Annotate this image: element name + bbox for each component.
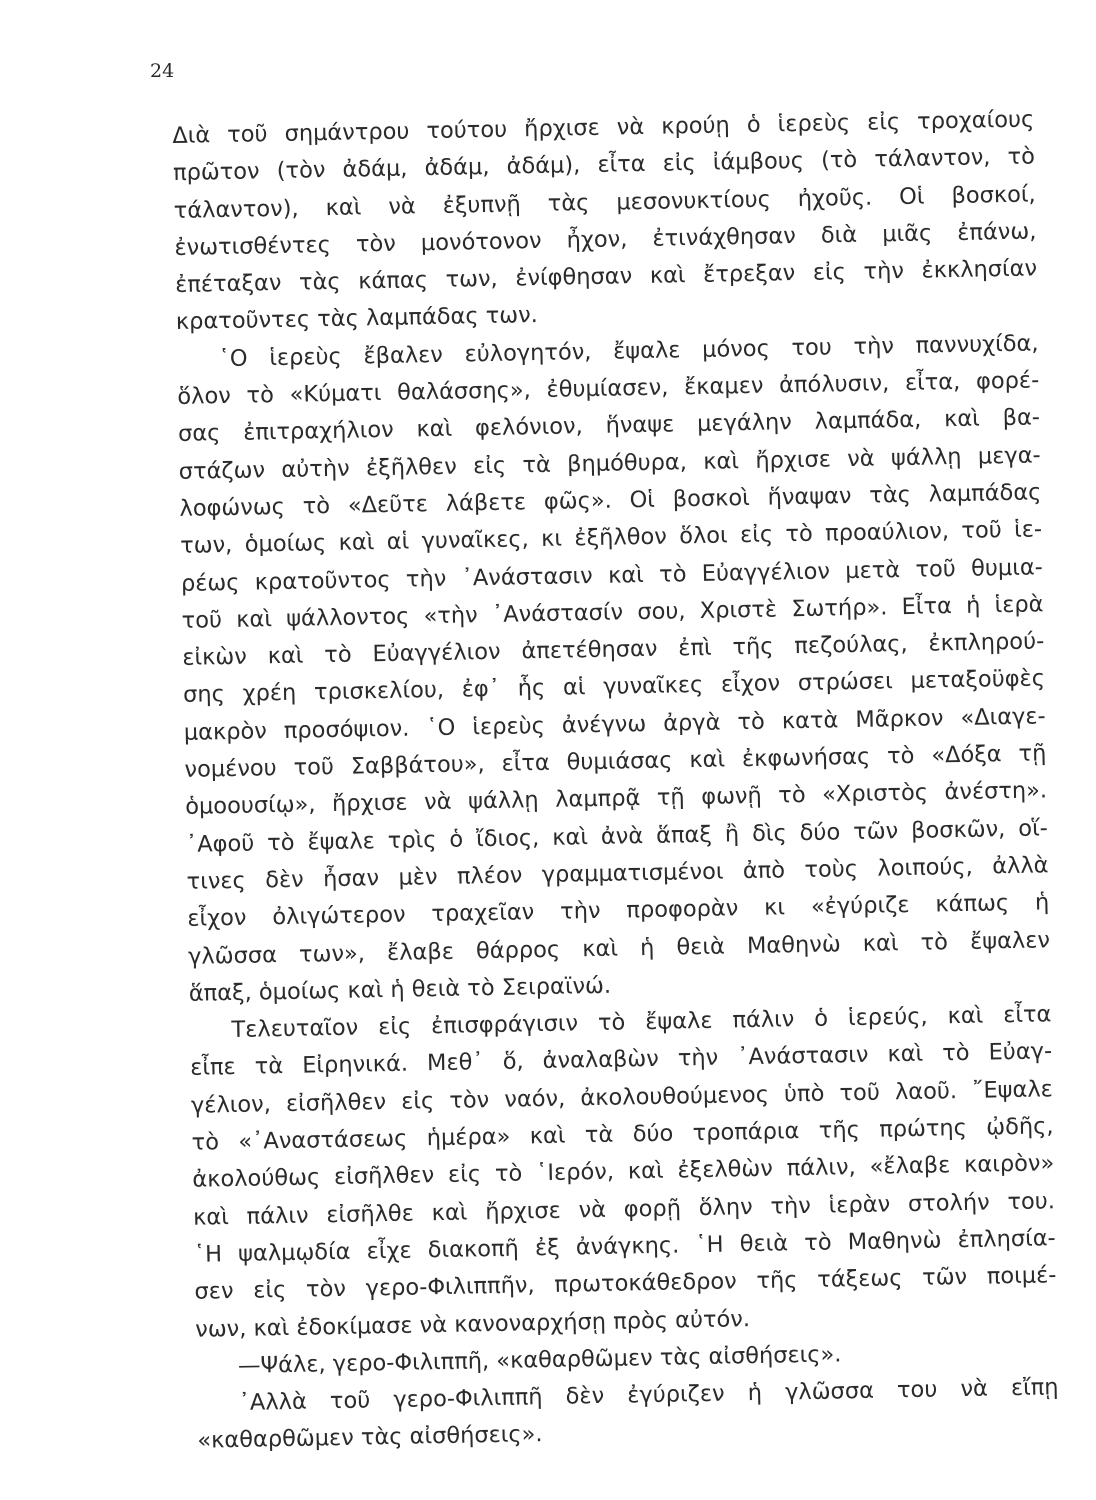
text-line: τὸ «᾿Αναστάσεως ἡμέρα» καὶ τὰ δύο τροπάρια τῆς πρώτης ᾠδῆς, [191,1113,1054,1156]
text-line: στάζων αὐτὴν ἐξῆλθεν εἰς τὰ βημόθυρα, καὶ ἤρχισε νὰ ψάλλῃ μεγα- [178,442,1041,485]
text-line: σεν εἰς τὸν γερο-Φιλιππῆν, πρωτοκάθεδρον τῆς τάξεως τῶν ποιμέ- [194,1262,1057,1305]
text-line: ἅπαξ, ὁμοίως καὶ ἡ θειὰ τὸ Σειραϊνώ. [188,972,612,1007]
text-line: καὶ πάλιν εἰσῆλθε καὶ ἤρχισε νὰ φορῇ ὅλην τὴν ἱερὰν στολήν του. [192,1187,1056,1231]
text-line: ἐνωτισθέντες τὸν μονότονον ἦχον, ἐτινάχθησαν διὰ μιᾶς ἐπάνω, [174,218,1037,261]
text-line: εἶχον ὀλιγώτερον τραχεῖαν τὴν προφορὰν κι «ἐγύριζε κάπως ἡ [187,889,1050,933]
page-number: 24 [150,60,175,82]
text-line: μακρὸν προσόψιον. ῾Ο ἱερεὺς ἀνέγνω ἀργὰ τὸ κατὰ Μᾶρκον «Διαγε- [183,703,1046,746]
text-line: σης χρέη τρισκελίου, ἐφ᾽ ἧς αἱ γυναῖκες εἶχον στρώσει μεταξοϋφὲς [182,665,1046,709]
text-line: Τελευταῖον εἰς ἐπισφράγισιν τὸ ἔψαλε πάλιν ὁ ἱερεύς, καὶ εἶτα [231,1001,1052,1044]
text-line: τάλαντον), καὶ νὰ ἐξυπνῇ τὰς μεσονυκτίους ἠχοῦς. Οἱ βοσκοί, [173,181,1036,224]
text-line: νων, καὶ ἐδοκίμασε νὰ κανοναρχήσῃ πρὸς αὐτόν. [195,1305,751,1343]
text-line: ἐπέταξαν τὰς κάπας των, ἐνίφθησαν καὶ ἔτρεξαν εἰς τὴν ἐκκλησίαν [174,255,1038,299]
text-line: ᾿Αλλὰ τοῦ γερο-Φιλιππῆ δὲν ἐγύριζεν ἡ γλῶσσα του νὰ εἴπῃ [238,1374,1059,1417]
text-line: ρέως κρατοῦντος τὴν ᾿Ανάστασιν καὶ τὸ Εὐαγγέλιον μετὰ τοῦ θυμια- [180,553,1044,597]
text-line: εἰκὼν καὶ τὸ Εὐαγγέλιον ἀπετέθησαν ἐπὶ τῆς πεζούλας, ἐκπληρού- [182,628,1045,672]
text-line: ὁμοουσίῳ», ἤρχισε νὰ ψάλλῃ λαμπρᾷ τῇ φωνῇ τὸ «Χριστὸς ἀνέστη». [184,777,1048,821]
text-line: ἀκολούθως εἰσῆλθεν εἰς τὸ ῾Ιερόν, καὶ ἐξελθὼν πάλιν, «ἔλαβε καιρὸν» [192,1150,1055,1194]
text-line: ᾿Αφοῦ τὸ ἔψαλε τρὶς ὁ ἴδιος, καὶ ἀνὰ ἅπαξ ἢ δὶς δύο τῶν βοσκῶν, οἵ- [185,814,1049,858]
text-line: ῾Ο ἱερεὺς ἔβαλεν εὐλογητόν, ἔψαλε μόνος του τὴν παννυχίδα, [218,330,1039,372]
text-line: νομένου τοῦ Σαββάτου», εἶτα θυμιάσας καὶ ἐκφωνήσας τὸ «Δόξα τῇ [184,740,1047,783]
text-line: —Ψάλε, γερο-Φιλιππῆ, «καθαρθῶμεν τὰς αἰσθήσεις». [237,1341,842,1379]
text-line: ὅλον τὸ «Κύματι θαλάσσης», ἐθυμίασεν, ἔκαμεν ἀπόλυσιν, εἶτα, φορέ- [177,367,1040,411]
text-line: ῾Η ψαλμῳδία εἶχε διακοπῆ ἐξ ἀνάγκης. ῾Η θειὰ τὸ Μαθηνὼ ἐπλησία- [193,1225,1056,1268]
body-text [172,101,1060,1460]
text-line: γέλιον, εἰσῆλθεν εἰς τὸν ναόν, ἀκολουθούμενος ὑπὸ τοῦ λαοῦ. ῎Εψαλε [190,1075,1054,1119]
text-line: τινες δὲν ἦσαν μὲν πλέον γραμματισμένοι ἀπὸ τοὺς λοιπούς, ἀλλὰ [186,852,1049,895]
text-line: πρῶτον (τὸν ἀδάμ, ἀδάμ, ἀδάμ), εἶτα εἰς ἰάμβους (τὸ τάλαντον, τὸ [172,143,1036,187]
text-line: των, ὁμοίως καὶ αἱ γυναῖκες, κι ἐξῆλθον ὅλοι εἰς τὸ προαύλιον, τοῦ ἱε- [179,516,1043,560]
text-line: «καθαρθῶμεν τὰς αἰσθήσεις». [197,1421,543,1455]
text-line: γλῶσσα των», ἔλαβε θάρρος καὶ ἡ θειὰ Μαθηνὼ καὶ τὸ ἔψαλεν [187,926,1051,970]
text-line: σας ἐπιτραχήλιον καὶ φελόνιον, ἥναψε μεγάλην λαμπάδα, καὶ βα- [177,404,1041,448]
text-line: Διὰ τοῦ σημάντρου τούτου ἤρχισε νὰ κρούῃ ὁ ἱερεὺς εἰς τροχαίους [172,106,1035,149]
text-line: τοῦ καὶ ψάλλοντος «τὴν ᾿Ανάστασίν σου, Χριστὲ Σωτήρ». Εἶτα ἡ ἱερὰ [181,591,1044,634]
text-line: εἶπε τὰ Εἰρηνικά. Μεθ᾽ ὅ, ἀναλαβὼν τὴν ᾿Ανάστασιν καὶ τὸ Εὐαγ- [189,1038,1053,1082]
text-line: κρατοῦντες τὰς λαμπάδας των. [175,302,539,336]
text-line: λοφώνως τὸ «Δεῦτε λάβετε φῶς». Οἱ βοσκοὶ ἥναψαν τὰς λαμπάδας [179,479,1042,522]
